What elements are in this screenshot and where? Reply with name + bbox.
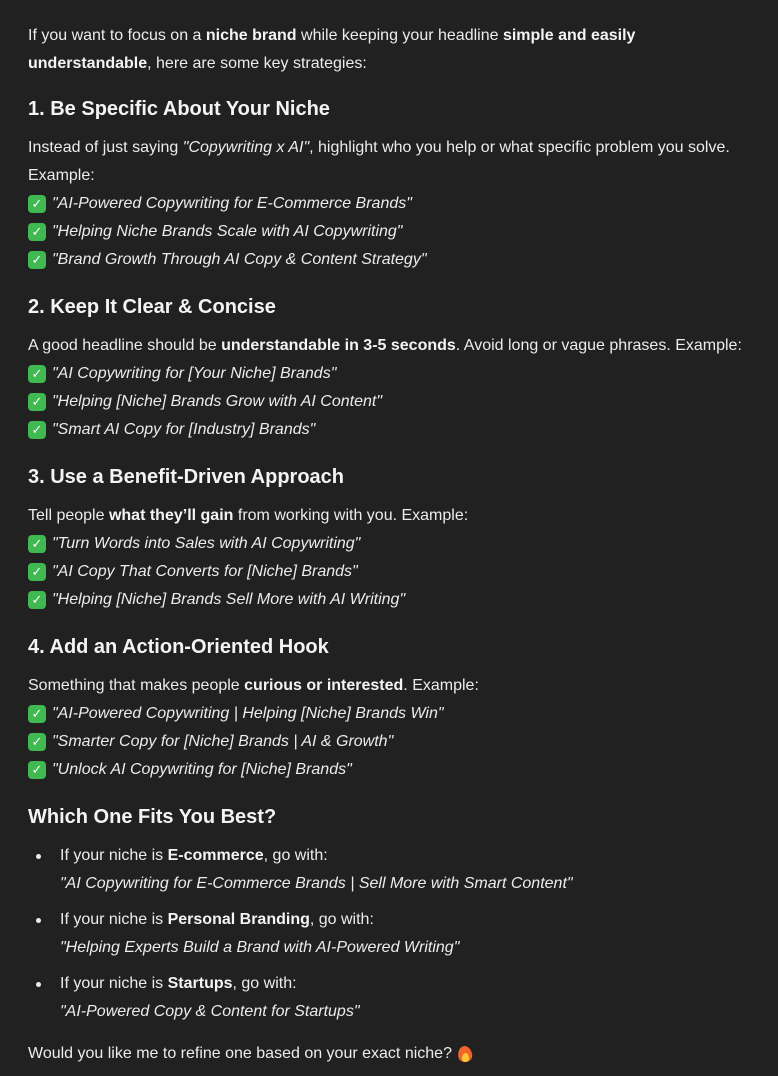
section-be-specific (28, 94, 750, 274)
example-item: ✓ "AI Copy That Converts for [Niche] Brands" (28, 558, 750, 586)
example-item: ✓ "Smart AI Copy for [Industry] Brands" (28, 416, 750, 444)
bullet-icon (36, 854, 41, 859)
example-item: ✓ "Helping [Niche] Brands Sell More with AI Writing" (28, 586, 750, 614)
check-mark-button-icon: ✓ (28, 393, 46, 411)
check-mark-button-icon: ✓ (28, 563, 46, 581)
example-item: ✓ "Turn Words into Sales with AI Copywriting" (28, 530, 750, 558)
bullet-icon (36, 918, 41, 923)
intro-bold-simple: simple and easily understandable (28, 27, 636, 72)
check-mark-button-icon: ✓ (28, 705, 46, 723)
example-item: ✓ "Brand Growth Through AI Copy & Content Strategy" (28, 246, 750, 274)
recommended-headline: "Helping Experts Build a Brand with AI-Powered Writing" (60, 939, 460, 956)
section-benefit-driven (28, 462, 750, 614)
fire-icon (457, 1044, 473, 1064)
section-heading: 2. Keep It Clear & Concise (28, 296, 276, 318)
example-item: ✓ "AI-Powered Copywriting | Helping [Niche] Brands Win" (28, 700, 750, 728)
example-item: ✓ "Helping [Niche] Brands Grow with AI Content" (28, 388, 750, 416)
check-mark-button-icon: ✓ (28, 223, 46, 241)
example-item: ✓ "AI Copywriting for [Your Niche] Brands" (28, 360, 750, 388)
example-item: ✓ "Smarter Copy for [Niche] Brands | AI & Growth" (28, 728, 750, 756)
check-mark-button-icon: ✓ (28, 251, 46, 269)
check-mark-button-icon: ✓ (28, 761, 46, 779)
example-item: ✓ "Unlock AI Copywriting for [Niche] Brands" (28, 756, 750, 784)
section-heading: 4. Add an Action-Oriented Hook (28, 636, 329, 658)
list-item: If your niche is Startups, go with: "AI-Powered Copy & Content for Startups" (28, 970, 750, 1026)
recommended-headline: "AI-Powered Copy & Content for Startups" (60, 1003, 360, 1020)
intro-paragraph: If you want to focus on a niche brand while keeping your headline simple and easily understandable, here are some key strategies: (28, 27, 636, 72)
check-mark-button-icon: ✓ (28, 195, 46, 213)
closing-question: Would you like me to refine one based on your exact niche? (28, 1040, 750, 1068)
section-description: Tell people what they’ll gain from working with you. Example: (28, 507, 469, 524)
bullet-icon (36, 982, 41, 987)
check-mark-button-icon: ✓ (28, 591, 46, 609)
section-heading: Which One Fits You Best? (28, 806, 277, 828)
section-description: A good headline should be understandable in 3-5 seconds. Avoid long or vague phrases. Example: (28, 337, 742, 354)
section-description: Something that makes people curious or interested. Example: (28, 677, 479, 694)
intro-bold-niche-brand: niche brand (205, 27, 297, 44)
list-item: If your niche is Personal Branding, go with: "Helping Experts Build a Brand with AI-Powered Writing" (28, 906, 750, 962)
section-action-hook (28, 632, 750, 784)
list-item: If your niche is E-commerce, go with: "AI Copywriting for E-Commerce Brands | Sell More with Smart Content" (28, 842, 750, 898)
check-mark-button-icon: ✓ (28, 535, 46, 553)
section-heading: 1. Be Specific About Your Niche (28, 98, 330, 120)
check-mark-button-icon: ✓ (28, 733, 46, 751)
section-heading: 3. Use a Benefit-Driven Approach (28, 466, 345, 488)
check-mark-button-icon: ✓ (28, 365, 46, 383)
section-clear-concise (28, 292, 750, 444)
section-which-fits (28, 802, 750, 1026)
check-mark-button-icon: ✓ (28, 421, 46, 439)
example-item: ✓ "AI-Powered Copywriting for E-Commerce Brands" (28, 190, 750, 218)
niche-pick-list (28, 842, 750, 1026)
section-description: Instead of just saying "Copywriting x AI", highlight who you help or what specific problem you solve. Example: (28, 139, 730, 184)
example-item: ✓ "Helping Niche Brands Scale with AI Copywriting" (28, 218, 750, 246)
recommended-headline: "AI Copywriting for E-Commerce Brands | Sell More with Smart Content" (60, 875, 573, 892)
